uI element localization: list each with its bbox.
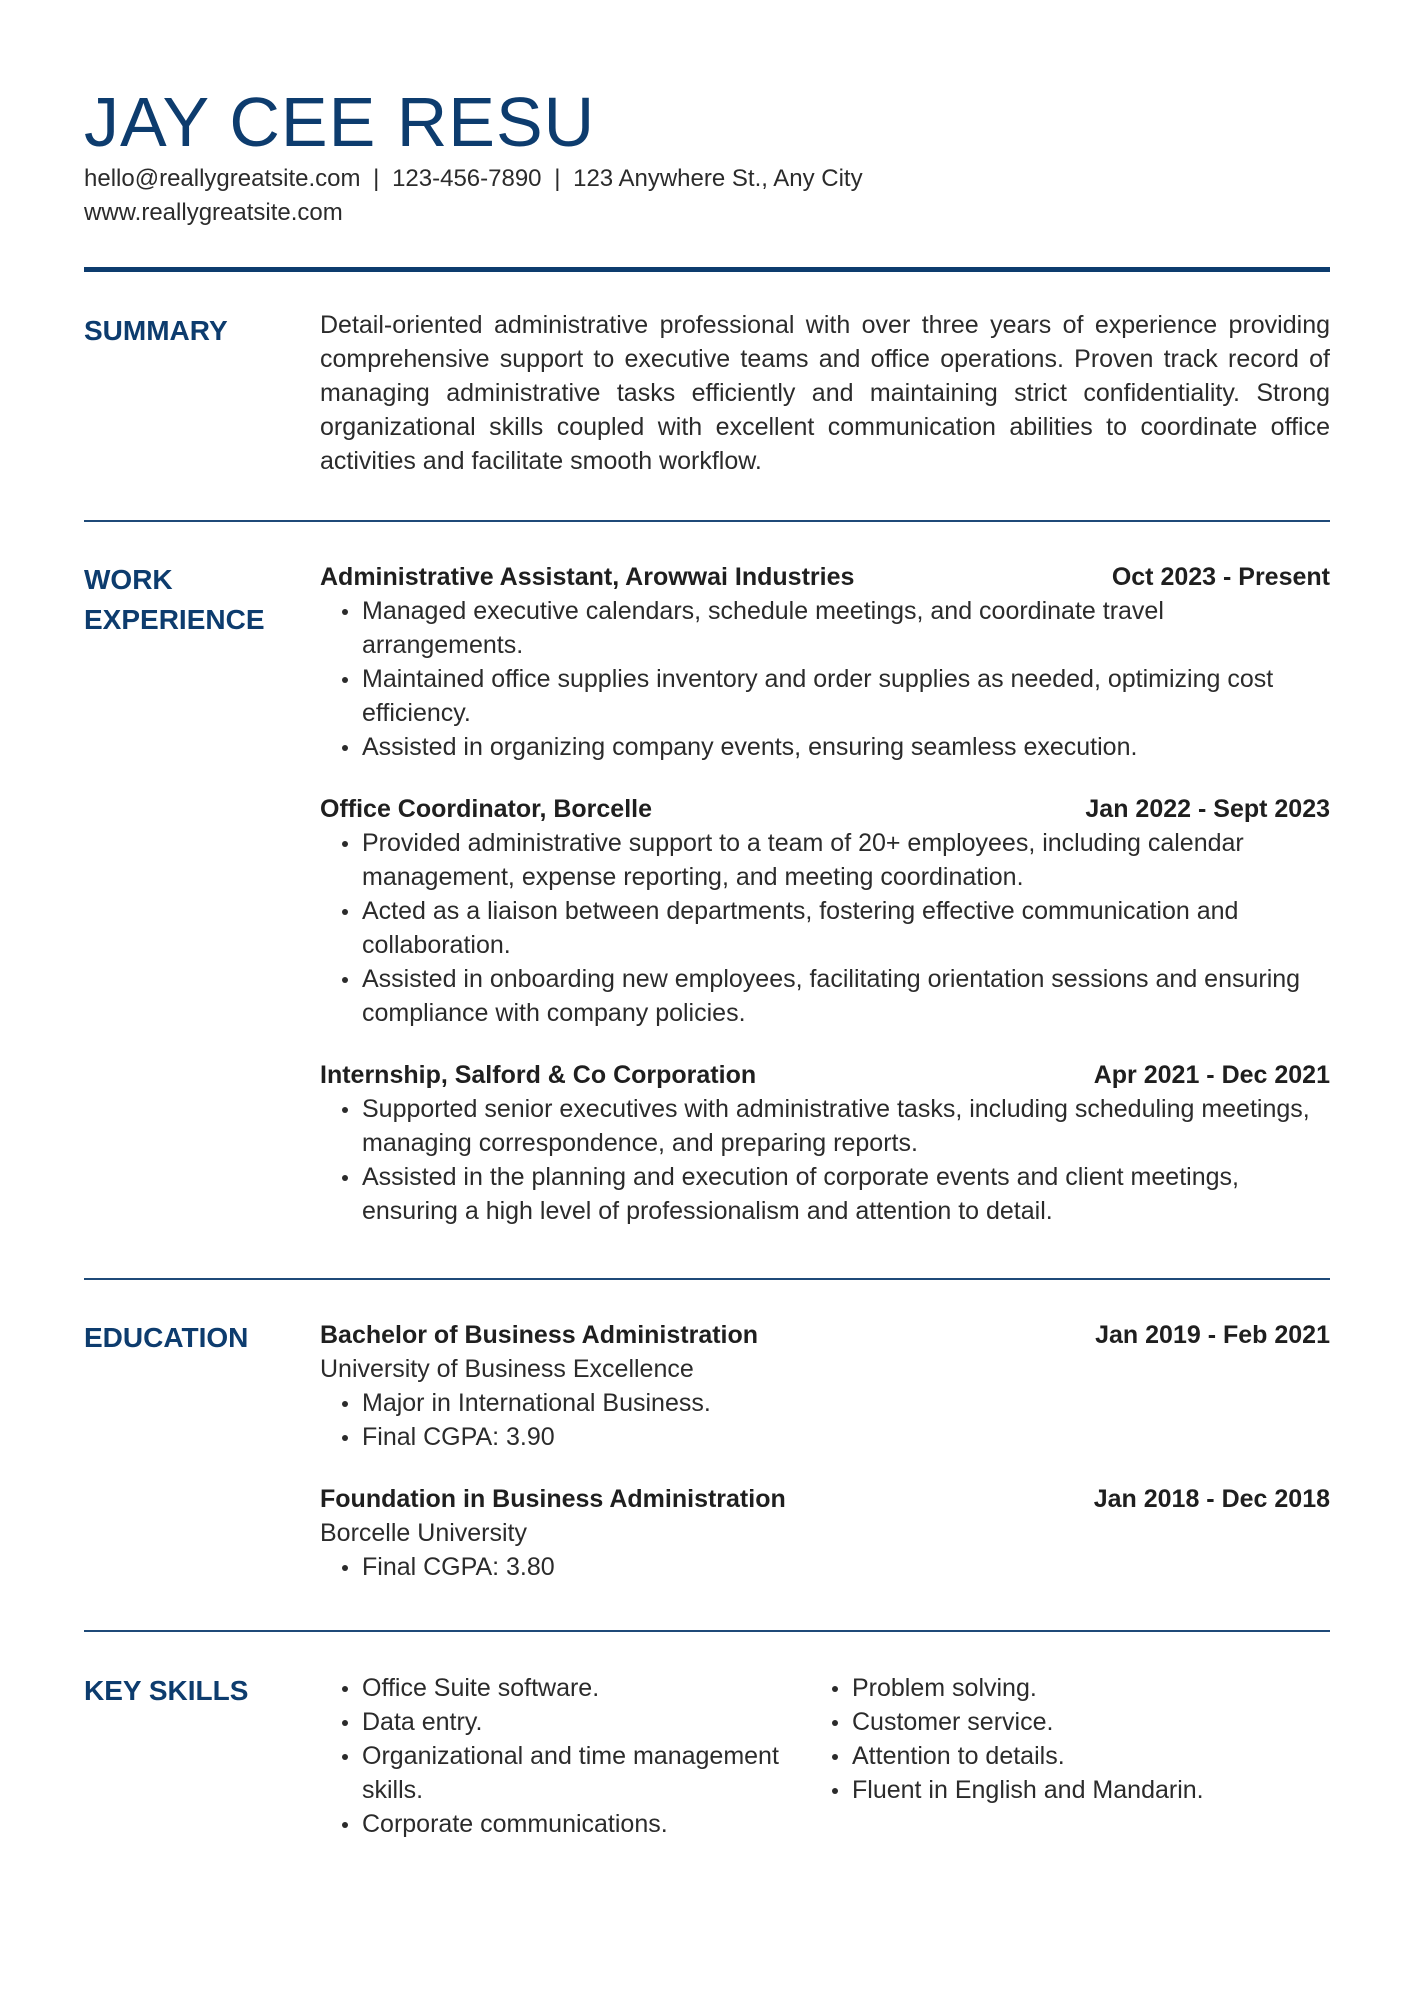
education-dates: Jan 2018 - Dec 2018: [1093, 1485, 1330, 1513]
contact-separator: |: [373, 165, 380, 192]
experience-entry: [320, 1058, 1330, 1228]
skills-section: [84, 1671, 1330, 1871]
job-title: Office Coordinator, Borcelle: [320, 795, 653, 823]
website: www.reallygreatsite.com: [84, 199, 343, 226]
degree-title: Foundation in Business Administration: [320, 1485, 786, 1513]
education-section: [84, 1318, 1330, 1618]
skills-columns: [320, 1671, 1330, 1841]
bullet-item: Final CGPA: 3.90: [362, 1420, 1330, 1454]
address: 123 Anywhere St., Any City: [573, 165, 863, 192]
candidate-name: JAY CEE RESU: [84, 83, 596, 161]
bullet-item: Provided administrative support to a team of 20+ employees, including calendar management, expense reporting, and meeting coordination.: [362, 826, 1330, 894]
skills-title: KEY SKILLS: [84, 1675, 249, 1706]
skill-item: Data entry.: [362, 1705, 810, 1739]
resume-header: [84, 82, 1330, 230]
experience-list: [320, 560, 1330, 1256]
email: hello@reallygreatsite.com: [84, 165, 361, 192]
bullet-item: Assisted in onboarding new employees, facilitating orientation sessions and ensuring compliance with company policies.: [362, 962, 1330, 1030]
job-dates: Apr 2021 - Dec 2021: [1093, 1061, 1330, 1089]
degree-title: Bachelor of Business Administration: [320, 1321, 759, 1349]
skill-item: Attention to details.: [852, 1739, 1300, 1773]
job-dates: Jan 2022 - Sept 2023: [1085, 795, 1330, 823]
education-entry: [320, 1318, 1330, 1454]
bullet-item: Supported senior executives with administrative tasks, including scheduling meetings, managing correspondence, and preparing reports.: [362, 1092, 1330, 1160]
entry-header: [320, 560, 1330, 594]
contact-separator: |: [554, 165, 561, 192]
contact-line: [84, 162, 1330, 196]
skill-item: Fluent in English and Mandarin.: [852, 1773, 1300, 1807]
skill-item: Organizational and time management skills.: [362, 1739, 810, 1807]
summary-text: Detail-oriented administrative professional with over three years of experience providing comprehensive support to executive teams and office operations. Proven track record of managing administrative tasks efficiently and maintaining strict confidentiality. Strong organizational skills coupled with excellent communication abilities to coordinate office activities and facilitate smooth workflow.: [320, 311, 1330, 475]
bullet-item: Maintained office supplies inventory and order supplies as needed, optimizing cost efficiency.: [362, 662, 1330, 730]
skill-item: Problem solving.: [852, 1671, 1300, 1705]
section-divider: [84, 520, 1330, 522]
summary-title: SUMMARY: [84, 315, 228, 346]
education-list: [320, 1318, 1330, 1612]
bullet-item: Major in International Business.: [362, 1386, 1330, 1420]
bullet-list: [320, 1550, 1330, 1584]
bullet-item: Managed executive calendars, schedule meetings, and coordinate travel arrangements.: [362, 594, 1330, 662]
section-divider: [84, 1630, 1330, 1632]
bullet-item: Assisted in the planning and execution of corporate events and client meetings, ensuring a high level of professionalism and attention to detail.: [362, 1160, 1330, 1228]
job-title: Administrative Assistant, Arowwai Industries: [320, 563, 855, 591]
experience-section: [84, 560, 1330, 1260]
entry-header: [320, 1482, 1330, 1516]
bullet-list: [320, 594, 1330, 764]
bullet-item: Assisted in organizing company events, ensuring seamless execution.: [362, 730, 1330, 764]
phone: 123-456-7890: [392, 165, 542, 192]
bullet-list: [320, 826, 1330, 1030]
entry-header: [320, 1058, 1330, 1092]
school-name: University of Business Excellence: [320, 1355, 694, 1383]
education-dates: Jan 2019 - Feb 2021: [1095, 1321, 1330, 1349]
header-divider: [84, 267, 1330, 272]
experience-entry: [320, 560, 1330, 764]
section-divider: [84, 1278, 1330, 1280]
school-name: Borcelle University: [320, 1519, 528, 1547]
education-entry: [320, 1482, 1330, 1584]
skills-list: [320, 1671, 810, 1841]
entry-header: [320, 792, 1330, 826]
education-title: EDUCATION: [84, 1322, 249, 1353]
skill-item: Office Suite software.: [362, 1671, 810, 1705]
bullet-list: [320, 1386, 1330, 1454]
bullet-item: Final CGPA: 3.80: [362, 1550, 1330, 1584]
bullet-item: Acted as a liaison between departments, fostering effective communication and collaboration.: [362, 894, 1330, 962]
job-title: Internship, Salford & Co Corporation: [320, 1061, 757, 1089]
skill-item: Corporate communications.: [362, 1807, 810, 1841]
skill-item: Customer service.: [852, 1705, 1300, 1739]
bullet-list: [320, 1092, 1330, 1228]
job-dates: Oct 2023 - Present: [1111, 563, 1330, 591]
experience-entry: [320, 792, 1330, 1030]
experience-title: WORK EXPERIENCE: [84, 564, 265, 635]
summary-section: [84, 311, 1330, 491]
entry-header: [320, 1318, 1330, 1352]
skills-list: [810, 1671, 1300, 1807]
